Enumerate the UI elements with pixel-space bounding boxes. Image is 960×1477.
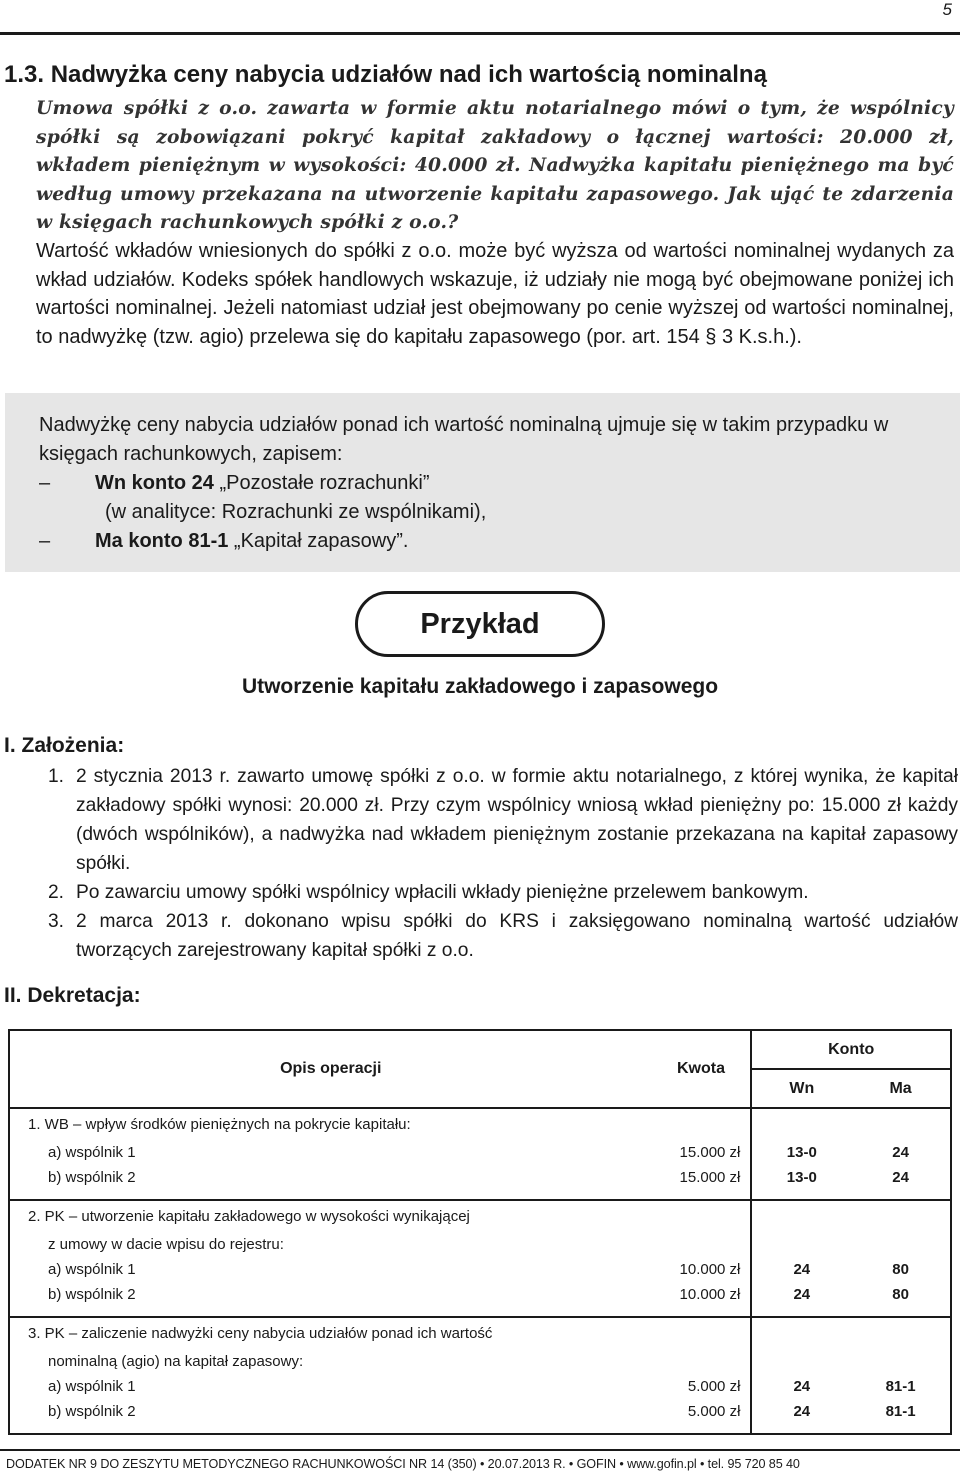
assumption-number: 2.: [48, 882, 65, 903]
spacer-row: [9, 1307, 951, 1317]
dash: –: [39, 472, 51, 494]
empty-cell: [851, 1424, 951, 1434]
table-row: [9, 1374, 951, 1399]
empty-cell: [751, 1307, 851, 1317]
posting-rule-callout: [5, 393, 960, 572]
table-row: [9, 1282, 951, 1307]
empty-cell: [851, 1190, 951, 1200]
empty-cell: [652, 1190, 752, 1200]
debit-account: Wn konto 24: [95, 472, 214, 494]
question-text: Umowa spółki z o.o. zawarta w formie aktu notarialnego mówi o tym, że wspólnicy spółki są zobowiązani pokryć kapitał zakładowy o łącznej wartości: 20.000 zł, wkładem pieniężnym w wysokości: 40.000 zł. Nadwyżka kapitału pieniężnego ma być według umowy przekazana na utworzenie kapitału zapasowego. Jak ująć te zdarzenia w księgach rachunkowych spółki z o.o.?: [36, 97, 954, 233]
credit-account: Ma konto 81-1: [95, 530, 229, 552]
empty-cell: [751, 1200, 851, 1232]
empty-cell: [9, 1190, 652, 1200]
empty-cell: [751, 1108, 851, 1140]
section-title: 1.3. Nadwyżka ceny nabycia udziałów nad ich wartością nominalną: [4, 61, 767, 88]
row-credit-account: 81-1: [885, 1378, 916, 1395]
operation-title: 3. PK – zaliczenie nadwyżki ceny nabycia udziałów ponad ich wartość: [9, 1317, 652, 1349]
row-debit-account: 24: [751, 1257, 851, 1282]
row-amount: 15.000 zł: [679, 1169, 741, 1186]
callout-intro: Nadwyżkę ceny nabycia udziałów ponad ich wartość nominalną ujmuje się w takim przypadku w księgach rachunkowych, zapisem:: [39, 414, 889, 465]
header-account: Konto: [751, 1030, 951, 1069]
row-credit-account: 80: [892, 1286, 909, 1303]
header-debit: Wn: [751, 1069, 851, 1108]
assumption-item: [48, 907, 958, 965]
entries-heading: II. Dekretacja:: [4, 984, 141, 1007]
row-debit-account: 24: [751, 1399, 851, 1424]
empty-cell: [851, 1108, 951, 1140]
answer-text: [36, 237, 954, 351]
operation-title: z umowy w dacie wpisu do rejestru:: [48, 1236, 284, 1253]
empty-cell: [9, 1307, 652, 1317]
row-credit-account: 24: [892, 1144, 909, 1161]
footer-rule: [0, 1449, 960, 1451]
operation-title: 1. WB – wpływ środków pieniężnych na pokrycie kapitału:: [28, 1116, 411, 1133]
dash: –: [39, 530, 51, 552]
header-amount: Kwota: [652, 1030, 752, 1108]
row-label: a) wspólnik 1: [48, 1378, 136, 1395]
credit-account-name: „Kapitał zapasowy”.: [228, 530, 409, 552]
empty-cell: [652, 1307, 752, 1317]
row-amount: 10.000 zł: [679, 1286, 741, 1303]
table-row: [9, 1140, 951, 1165]
table-row: [9, 1165, 951, 1190]
row-amount: 10.000 zł: [679, 1261, 741, 1278]
operation-title-row: [9, 1232, 951, 1257]
row-debit-account: 13-0: [751, 1140, 851, 1165]
empty-cell: [652, 1232, 752, 1257]
assumption-number: 3.: [48, 911, 65, 932]
header-credit: Ma: [851, 1069, 951, 1108]
example-label: Przykład: [355, 591, 605, 657]
row-label: a) wspólnik 1: [48, 1261, 136, 1278]
row-credit-account: 81-1: [885, 1403, 916, 1420]
assumption-text: 2 marca 2013 r. dokonano wpisu spółki do KRS i zaksięgowano nominalną wartość udziałów tworzących zarejestrowany kapitał spółki z o.o.: [76, 911, 958, 961]
operation-title: 2. PK – utworzenie kapitału zakładowego w wysokości wynikającej: [9, 1200, 652, 1232]
empty-cell: [751, 1349, 851, 1374]
empty-cell: [751, 1317, 851, 1349]
operation-title-row: [9, 1317, 951, 1349]
empty-cell: [652, 1200, 752, 1232]
callout-analytics-line: (w analityce: Rozrachunki ze wspólnikami),: [105, 501, 487, 523]
row-credit-account: 80: [892, 1261, 909, 1278]
assumption-text: Po zawarciu umowy spółki wspólnicy wpłacili wkłady pieniężne przelewem bankowym.: [76, 882, 809, 903]
callout-credit-line: [39, 527, 408, 556]
empty-cell: [652, 1317, 752, 1349]
operation-title-row: [9, 1200, 951, 1232]
empty-cell: [751, 1232, 851, 1257]
assumptions-heading: I. Założenia:: [4, 734, 125, 757]
spacer-row: [9, 1190, 951, 1200]
assumption-item: [48, 762, 958, 878]
operation-title-row: [9, 1108, 951, 1140]
row-debit-account: 24: [751, 1282, 851, 1307]
empty-cell: [851, 1307, 951, 1317]
answer-paragraph: Wartość wkładów wniesionych do spółki z o.o. może być wyższa od wartości nominalnej wydanych za wkład udziałów. Kodeks spółek handlowych wskazuje, iż udziały nie mogą być obejmowane poniżej ich wartości nominalnej. Jeżeli natomiast udział jest obejmowany po cenie wyższej od wartości nominalnej, to nadwyżkę (tzw. agio) przelewa się do kapitału zapasowego (por. art. 154 § 3 K.s.h.).: [36, 240, 954, 348]
header-description: Opis operacji: [9, 1030, 652, 1108]
row-debit-account: 13-0: [751, 1165, 851, 1190]
table-row: [9, 1399, 951, 1424]
assumption-item: [48, 878, 958, 907]
empty-cell: [652, 1349, 752, 1374]
row-debit-account: 24: [751, 1374, 851, 1399]
row-label: a) wspólnik 1: [48, 1144, 136, 1161]
footer-text: DODATEK NR 9 DO ZESZYTU METODYCZNEGO RACHUNKOWOŚCI NR 14 (350) • 20.07.2013 R. • GOFIN • www.gofin.pl • tel. 95 720 85 40: [6, 1457, 800, 1471]
entries-body: [9, 1108, 951, 1434]
empty-cell: [851, 1232, 951, 1257]
empty-cell: [9, 1424, 652, 1434]
operation-title: nominalną (agio) na kapitał zapasowy:: [48, 1353, 304, 1370]
debit-account-name: „Pozostałe rozrachunki”: [213, 472, 430, 494]
row-amount: 15.000 zł: [679, 1144, 741, 1161]
page-number: 5: [942, 0, 952, 19]
empty-cell: [851, 1349, 951, 1374]
assumption-number: 1.: [48, 766, 65, 787]
empty-cell: [751, 1424, 851, 1434]
row-label: b) wspólnik 2: [48, 1286, 136, 1303]
example-subtitle: Utworzenie kapitału zakładowego i zapasowego: [241, 675, 719, 698]
empty-cell: [751, 1190, 851, 1200]
table-row: [9, 1257, 951, 1282]
operation-title-row: [9, 1349, 951, 1374]
empty-cell: [851, 1317, 951, 1349]
entries-table: [8, 1029, 952, 1435]
row-credit-account: 24: [892, 1169, 909, 1186]
top-rule: [0, 32, 960, 35]
row-amount: 5.000 zł: [687, 1403, 741, 1420]
callout-debit-line: [39, 469, 430, 498]
spacer-row: [9, 1424, 951, 1434]
empty-cell: [851, 1200, 951, 1232]
row-amount: 5.000 zł: [687, 1378, 741, 1395]
empty-cell: [652, 1108, 752, 1140]
assumption-text: 2 stycznia 2013 r. zawarto umowę spółki z o.o. w formie aktu notarialnego, z której wynika, że kapitał zakładowy spółki wynosi: 20.000 zł. Przy czym wspólnicy wniosą wkład pieniężny po: 15.000 zł każdy (dwóch wspólników), a nadwyżka nad wkładem pieniężnym zostanie przekazana na kapitał zapasowy spółki.: [76, 766, 958, 874]
empty-cell: [652, 1424, 752, 1434]
row-label: b) wspólnik 2: [48, 1169, 136, 1186]
assumptions-list: [48, 762, 958, 965]
row-label: b) wspólnik 2: [48, 1403, 136, 1420]
